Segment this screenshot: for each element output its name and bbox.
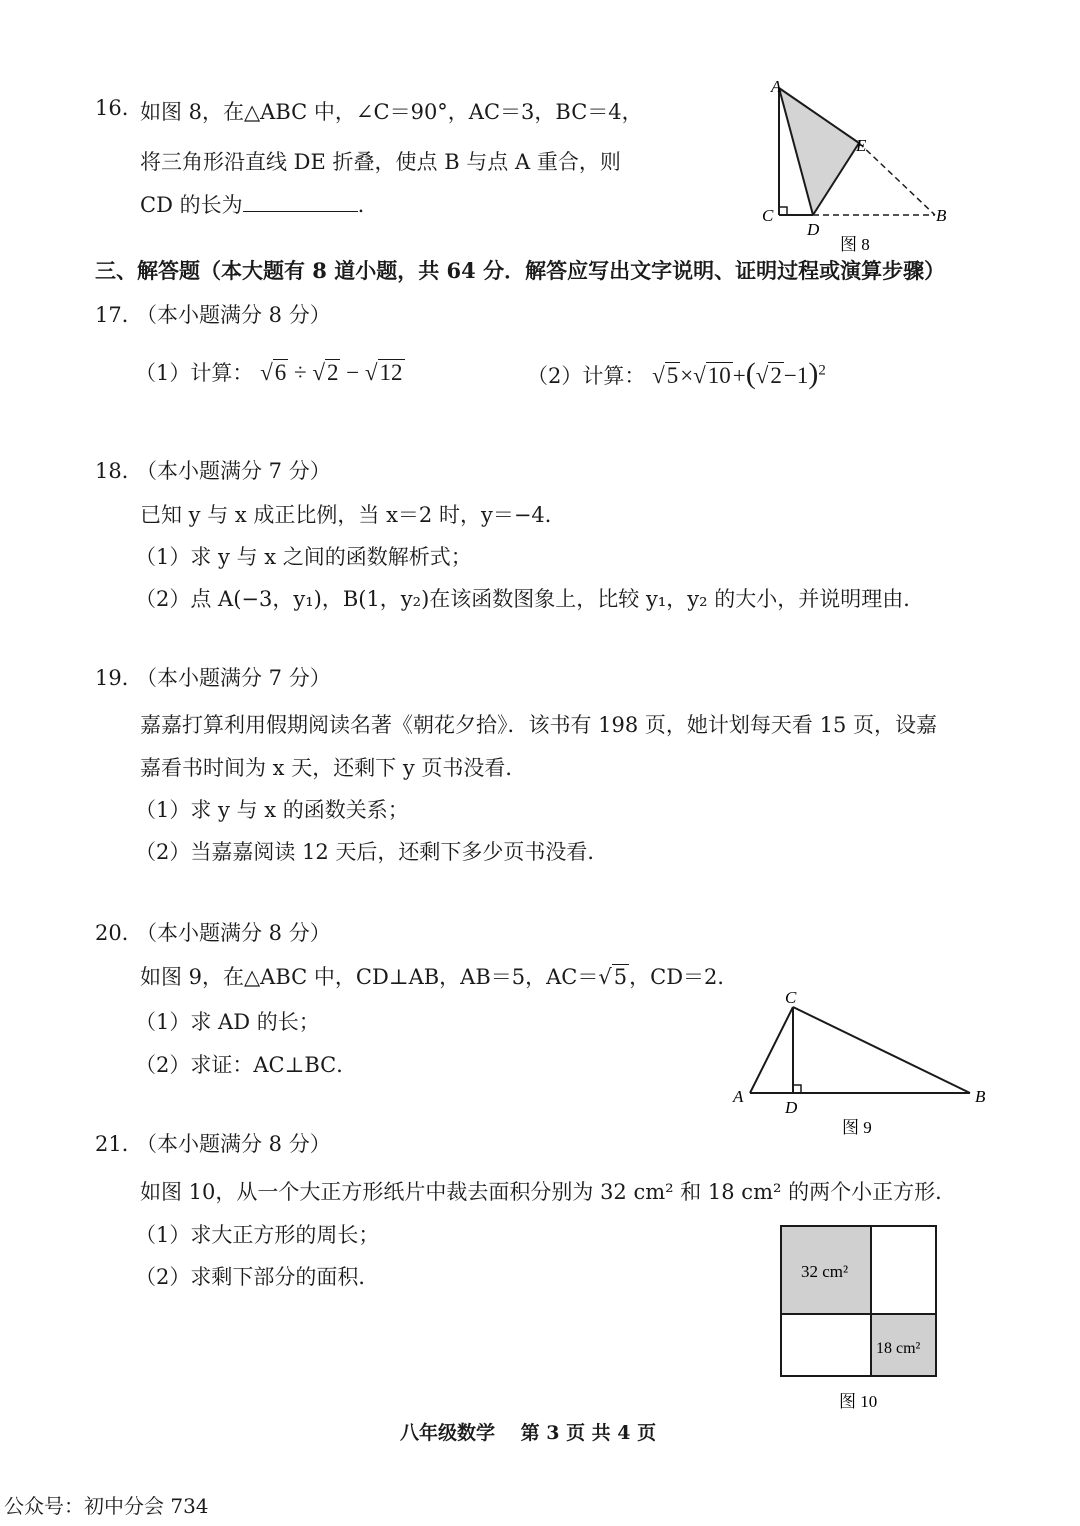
label-b: B	[975, 1087, 986, 1106]
q17-p2-minus1: −1	[783, 363, 809, 388]
q18-number: 18．	[95, 459, 143, 483]
q17-p2-lparen: (	[745, 357, 756, 390]
shaded-triangle-ade	[779, 88, 859, 215]
q21-score: （本小题满分 8 分）	[136, 1132, 331, 1156]
label-c: C	[762, 206, 774, 225]
q20-stem: 如图 9，在△ABC 中，CD⊥AB，AB＝5，AC＝√5，CD＝2．	[140, 965, 739, 989]
q18-stem: 已知 y 与 x 成正比例，当 x＝2 时，y＝−4．	[140, 503, 566, 527]
q20-part1: （1）求 AD 的长；	[135, 1010, 320, 1034]
figure-8	[755, 78, 965, 256]
q17-p2-times: ×	[680, 363, 694, 388]
q17-p2-plus: +	[732, 363, 746, 388]
figure-10	[775, 1222, 945, 1417]
figure-8-caption: 图 8	[840, 235, 870, 254]
q17-p2-exponent: 2	[818, 362, 826, 379]
label-d: D	[785, 1098, 798, 1117]
q20-score: （本小题满分 8 分）	[136, 921, 331, 945]
figure-9	[725, 985, 995, 1140]
q20-number: 20．	[95, 921, 143, 945]
q17-part1-expr: √6 ÷ √2 − √12	[260, 360, 403, 385]
q16-line3-text: CD 的长为	[140, 193, 243, 217]
label-18cm2: 18 cm²	[876, 1340, 921, 1357]
q17-part1	[135, 357, 405, 387]
figure-9-caption: 图 9	[842, 1118, 872, 1137]
page-footer: 八年级数学 第 3 页 共 4 页	[400, 1422, 657, 1444]
q16-line2: 将三角形沿直线 DE 折叠，使点 B 与点 A 重合，则	[140, 150, 621, 174]
q17-p1-radicand1: 6	[274, 360, 287, 385]
right-angle-mark-d	[793, 1085, 801, 1093]
label-d: D	[807, 220, 820, 239]
q17-score: （本小题满分 8 分）	[136, 303, 331, 327]
q21-part2: （2）求剩下部分的面积．	[135, 1265, 380, 1289]
label-32cm2: 32 cm²	[801, 1262, 849, 1281]
label-b: B	[936, 206, 947, 225]
q17-part1-label: （1）计算：	[135, 361, 254, 385]
q19-stem-line2: 嘉看书时间为 x 天，还剩下 y 页书没看．	[140, 756, 527, 780]
q17-p1-minus: −	[346, 360, 360, 385]
q17-p2-radicand1: 5	[666, 363, 679, 388]
q17-p2-radicand3: 2	[770, 363, 782, 388]
q19-part2: （2）当嘉嘉阅读 12 天后，还剩下多少页书没看．	[135, 840, 609, 864]
q17-p2-radicand2: 10	[707, 363, 731, 388]
right-angle-mark-c	[779, 207, 787, 215]
q16-line1: 如图 8，在△ABC 中，∠C＝90°，AC＝3，BC＝4，	[140, 100, 643, 124]
q17-number: 17．	[95, 303, 143, 327]
label-a: A	[733, 1087, 744, 1106]
q19-number: 19．	[95, 666, 143, 690]
q17-p1-div: ÷	[293, 360, 307, 385]
q20-part2: （2）求证：AC⊥BC．	[135, 1053, 358, 1077]
answer-blank	[243, 191, 358, 212]
q17-part2-label: （2）计算：	[527, 364, 646, 388]
q16-line3-end: .	[357, 193, 365, 217]
label-c: C	[785, 988, 797, 1007]
figure-10-caption: 图 10	[839, 1392, 878, 1411]
watermark: 公众号：初中分会 734	[4, 1494, 209, 1518]
label-a: A	[771, 78, 782, 96]
q21-stem: 如图 10，从一个大正方形纸片中裁去面积分别为 32 cm² 和 18 cm² 的两个小正方形．	[140, 1180, 957, 1204]
q17-p1-radicand2: 2	[326, 360, 339, 385]
q18-score: （本小题满分 7 分）	[136, 459, 331, 483]
q16-line3	[140, 189, 364, 219]
q18-part2: （2）点 A(−3，y₁)，B(1，y₂)在该函数图象上，比较 y₁，y₂ 的大小，并说明理由．	[135, 587, 925, 611]
label-e: E	[856, 136, 867, 155]
q19-score: （本小题满分 7 分）	[136, 666, 331, 690]
q18-part1: （1）求 y 与 x 之间的函数解析式；	[135, 545, 472, 569]
q20-stem-radicand: 5	[613, 965, 628, 989]
q17-p1-radicand3: 12	[379, 360, 403, 385]
q17-part2-expr: $√5\times√10+(√2-1)^2$	[652, 357, 826, 390]
q20-stem-text: 如图 9，在△ABC 中，CD⊥AB，AB＝5，AC＝	[140, 965, 599, 989]
dashed-eb	[859, 143, 935, 215]
q19-stem-line1: 嘉嘉打算利用假期阅读名著《朝花夕拾》．该书有 198 页，她计划每天看 15 页，设嘉	[140, 713, 938, 737]
segment-cb	[793, 1007, 970, 1093]
segment-ac	[750, 1007, 793, 1093]
q21-part1: （1）求大正方形的周长；	[135, 1223, 380, 1247]
q17-p2-rparen: )	[808, 357, 819, 390]
q16-number: 16.	[95, 96, 129, 120]
section-3-title: 三、解答题（本大题有 8 道小题，共 64 分．解答应写出文字说明、证明过程或演算步骤）	[95, 258, 946, 283]
q19-part1: （1）求 y 与 x 的函数关系；	[135, 798, 409, 822]
q17-part2	[527, 357, 826, 391]
q21-number: 21．	[95, 1132, 143, 1156]
q20-stem-end: ，CD＝2．	[629, 965, 739, 989]
